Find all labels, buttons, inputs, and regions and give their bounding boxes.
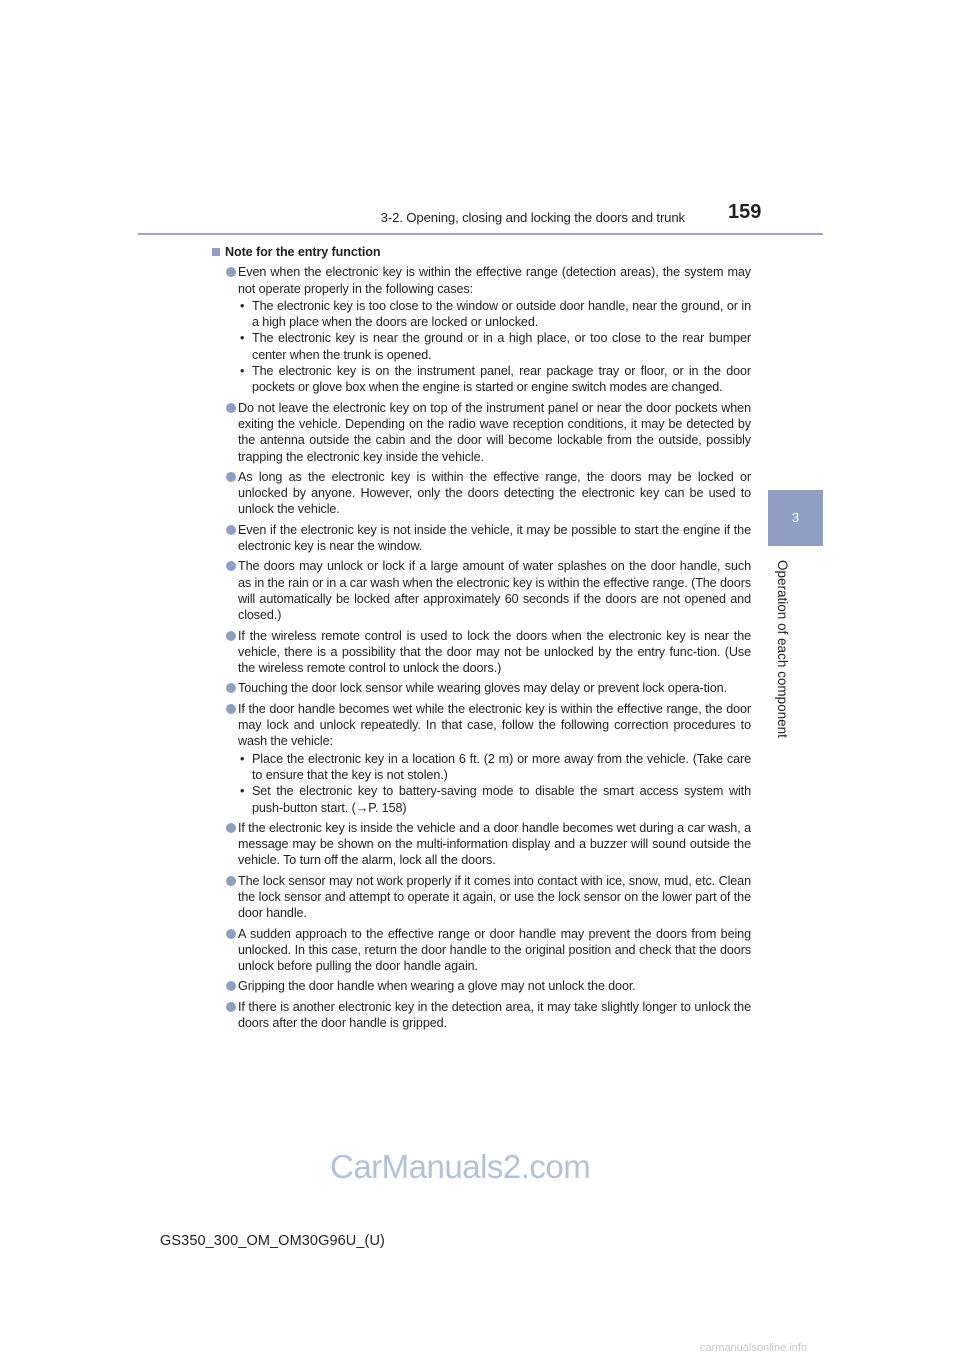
chapter-side-label	[766, 560, 794, 750]
note-item	[210, 469, 751, 518]
note-text: If the wireless remote control is used to lock the doors when the electronic key is near the vehicle, there is a possibility that the door may not be unlocked by the entry func-tion. (Use the wireless remote control to unlock the doors.)	[238, 628, 751, 676]
note-text: Touching the door lock sensor while wearing gloves may delay or prevent lock opera-tion.	[238, 681, 727, 696]
dot-bullet-icon: •	[240, 784, 245, 799]
circle-bullet-icon	[226, 929, 236, 939]
note-text: Even when the electronic key is within the effective range (detection areas), the system may not operate properly in the following cases:	[238, 265, 751, 296]
note-item	[210, 264, 751, 395]
note-item	[210, 820, 751, 869]
sub-item	[238, 363, 751, 396]
circle-bullet-icon	[226, 704, 236, 714]
circle-bullet-icon	[226, 561, 236, 571]
note-text: The doors may unlock or lock if a large amount of water splashes on the door handle, such as in the rain or in a car wash when the electronic key is within the effective range. (The doors will automatically be locked after approximately 60 seconds if the doors are not opened and closed.)	[238, 559, 751, 623]
circle-bullet-icon	[226, 1002, 236, 1012]
note-item	[210, 978, 751, 994]
circle-bullet-icon	[226, 981, 236, 991]
document-code: GS350_300_OM_OM30G96U_(U)	[160, 1233, 385, 1249]
circle-bullet-icon	[226, 876, 236, 886]
chapter-tab: 3	[768, 490, 823, 546]
note-text: As long as the electronic key is within the effective range, the doors may be locked or unlocked by anyone. However, only the doors detecting the electronic key can be used to unlock the vehicle.	[238, 469, 751, 517]
note-item	[210, 999, 751, 1032]
header-rule	[138, 233, 823, 235]
page-number: 159	[728, 201, 762, 223]
note-text: Even if the electronic key is not inside the vehicle, it may be possible to start the engine if the electronic key is near the window.	[238, 522, 751, 554]
circle-bullet-icon	[226, 525, 236, 535]
note-text: The lock sensor may not work properly if it comes into contact with ice, snow, mud, etc. Clean the lock sensor and attempt to operate it again, or use the lock sensor on the lower part of the door handle.	[238, 873, 751, 921]
note-item	[210, 926, 751, 975]
sub-text: The electronic key is near the ground or in a high place, or too close to the rear bumper center when the trunk is opened.	[252, 331, 751, 362]
watermark-bottom: carmanualsonline.info	[700, 1342, 808, 1354]
circle-bullet-icon	[226, 683, 236, 693]
watermark-logo: CarManuals2.com	[330, 1148, 591, 1185]
sub-item	[238, 298, 751, 331]
dot-bullet-icon: •	[240, 751, 245, 766]
note-item	[210, 400, 751, 465]
section-heading	[210, 244, 751, 260]
note-text: If there is another electronic key in the detection area, it may take slightly longer to unlock the doors after the door handle is gripped.	[238, 999, 751, 1031]
page-header	[0, 196, 960, 236]
chapter-title: Operation of each component	[775, 560, 790, 738]
note-item	[210, 628, 751, 677]
note-text: Do not leave the electronic key on top of the instrument panel or near the door pockets when exiting the vehicle. Depending on the radio wave reception conditions, it may be detected by the antenna outside the cabin and the door will become lockable from the outside, possibly trapping the electronic key inside the vehicle.	[238, 400, 751, 464]
sub-text: Place the electronic key in a location 6 ft. (2 m) or more away from the vehicle. (Take care to ensure that the key is not stolen.)	[252, 751, 751, 782]
note-text: Gripping the door handle when wearing a glove may not unlock the door.	[238, 979, 636, 994]
note-text: A sudden approach to the effective range or door handle may prevent the doors from being unlocked. In this case, return the door handle to the original position and check that the doors unlock before pulling the door handle again.	[238, 926, 751, 974]
square-bullet-icon	[212, 248, 220, 256]
note-text: If the door handle becomes wet while the electronic key is within the effective range, the door may lock and unlock repeatedly. In that case, follow the following correction procedures to wash the vehicle:	[238, 701, 751, 749]
note-section	[210, 244, 751, 1035]
sub-item	[238, 783, 751, 816]
sub-list	[238, 298, 751, 396]
sub-text: Set the electronic key to battery-saving mode to disable the smart access system with push-button start. (→P. 158)	[252, 784, 751, 815]
dot-bullet-icon: •	[240, 298, 245, 313]
circle-bullet-icon	[226, 631, 236, 641]
note-item	[210, 680, 751, 696]
header-section-title: 3-2. Opening, closing and locking the doors and trunk	[380, 210, 685, 225]
circle-bullet-icon	[226, 823, 236, 833]
note-item	[210, 701, 751, 816]
dot-bullet-icon: •	[240, 364, 245, 379]
circle-bullet-icon	[226, 403, 236, 413]
sub-item	[238, 330, 751, 363]
sub-item	[238, 751, 751, 784]
circle-bullet-icon	[226, 267, 236, 277]
sub-text: The electronic key is on the instrument panel, rear package tray or floor, or in the door pockets or glove box when the engine is started or engine switch modes are changed.	[252, 364, 751, 395]
note-item	[210, 558, 751, 623]
section-title: Note for the entry function	[225, 245, 381, 259]
circle-bullet-icon	[226, 472, 236, 482]
dot-bullet-icon: •	[240, 331, 245, 346]
note-item	[210, 522, 751, 555]
note-item	[210, 873, 751, 922]
sub-list	[238, 751, 751, 816]
note-text: If the electronic key is inside the vehicle and a door handle becomes wet during a car wash, a message may be shown on the multi-information display and a buzzer will sound outside the vehicle. To turn off the alarm, lock all the doors.	[238, 820, 751, 868]
sub-text: The electronic key is too close to the window or outside door handle, near the ground, or in a high place when the doors are locked or unlocked.	[252, 298, 751, 330]
